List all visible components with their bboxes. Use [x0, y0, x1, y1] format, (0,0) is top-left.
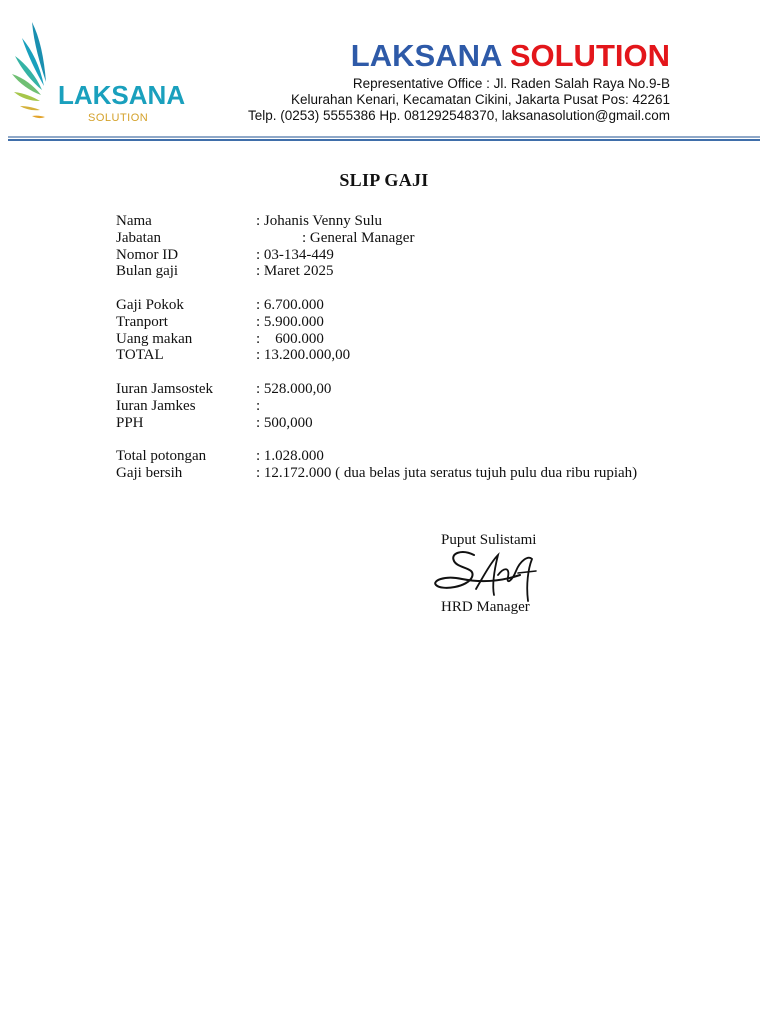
signatory-title: HRD Manager: [441, 599, 530, 615]
row-value: : Maret 2025: [256, 263, 334, 280]
company-logo: [10, 20, 185, 130]
row-label: Iuran Jamkes: [116, 397, 196, 414]
row-value: : 500,000: [256, 414, 313, 431]
row-label: Bulan gaji: [116, 263, 179, 280]
row-value: :: [256, 397, 261, 414]
header-divider-light: [8, 136, 760, 138]
row-value: : 6.700.000: [256, 296, 324, 313]
row-label: TOTAL: [116, 347, 164, 364]
row-label: Iuran Jamsostek: [116, 380, 214, 397]
signatory-name: Puput Sulistami: [441, 532, 537, 548]
logo-subtitle: SOLUTION: [88, 112, 149, 124]
address-line-1: Representative Office : Jl. Raden Salah Raya No.9-B: [352, 76, 670, 91]
row-label: Total potongan: [116, 448, 207, 465]
row-label: Tranport: [116, 313, 168, 330]
letterhead: [0, 0, 768, 150]
row-label: Uang makan: [116, 330, 193, 347]
company-name: [351, 38, 670, 74]
row-label: PPH: [116, 414, 144, 431]
row-value: : 600.000: [256, 330, 324, 347]
row-value: : 12.172.000 ( dua belas juta seratus tujuh pulu dua ribu rupiah): [256, 464, 638, 481]
row-label: Jabatan: [116, 229, 161, 246]
address-line-2: Kelurahan Kenari, Kecamatan Cikini, Jakarta Pusat Pos: 42261: [291, 92, 670, 107]
row-value: : 528.000,00: [256, 380, 332, 397]
row-label: Nomor ID: [116, 246, 179, 263]
row-value: : 5.900.000: [256, 313, 324, 330]
row-label: Gaji bersih: [116, 464, 183, 481]
row-label: Gaji Pokok: [116, 296, 184, 313]
logo-wordmark: LAKSANA: [58, 80, 186, 110]
row-value: : General Manager: [302, 229, 415, 246]
row-label: Nama: [116, 213, 152, 229]
row-value: : 13.200.000,00: [256, 347, 351, 364]
row-value: : Johanis Venny Sulu: [256, 213, 382, 229]
address-line-3: Telp. (0253) 5555386 Hp. 081292548370, laksanasolution@gmail.com: [248, 108, 670, 123]
company-name-part2: SOLUTION: [509, 38, 670, 73]
row-value: : 03-134-449: [256, 246, 334, 263]
signature-icon: [432, 545, 540, 605]
company-name-part1: LAKSANA: [350, 38, 502, 73]
row-value: : 1.028.000: [256, 448, 324, 465]
page-title: SLIP GAJI: [339, 170, 429, 190]
header-divider: [8, 139, 760, 141]
